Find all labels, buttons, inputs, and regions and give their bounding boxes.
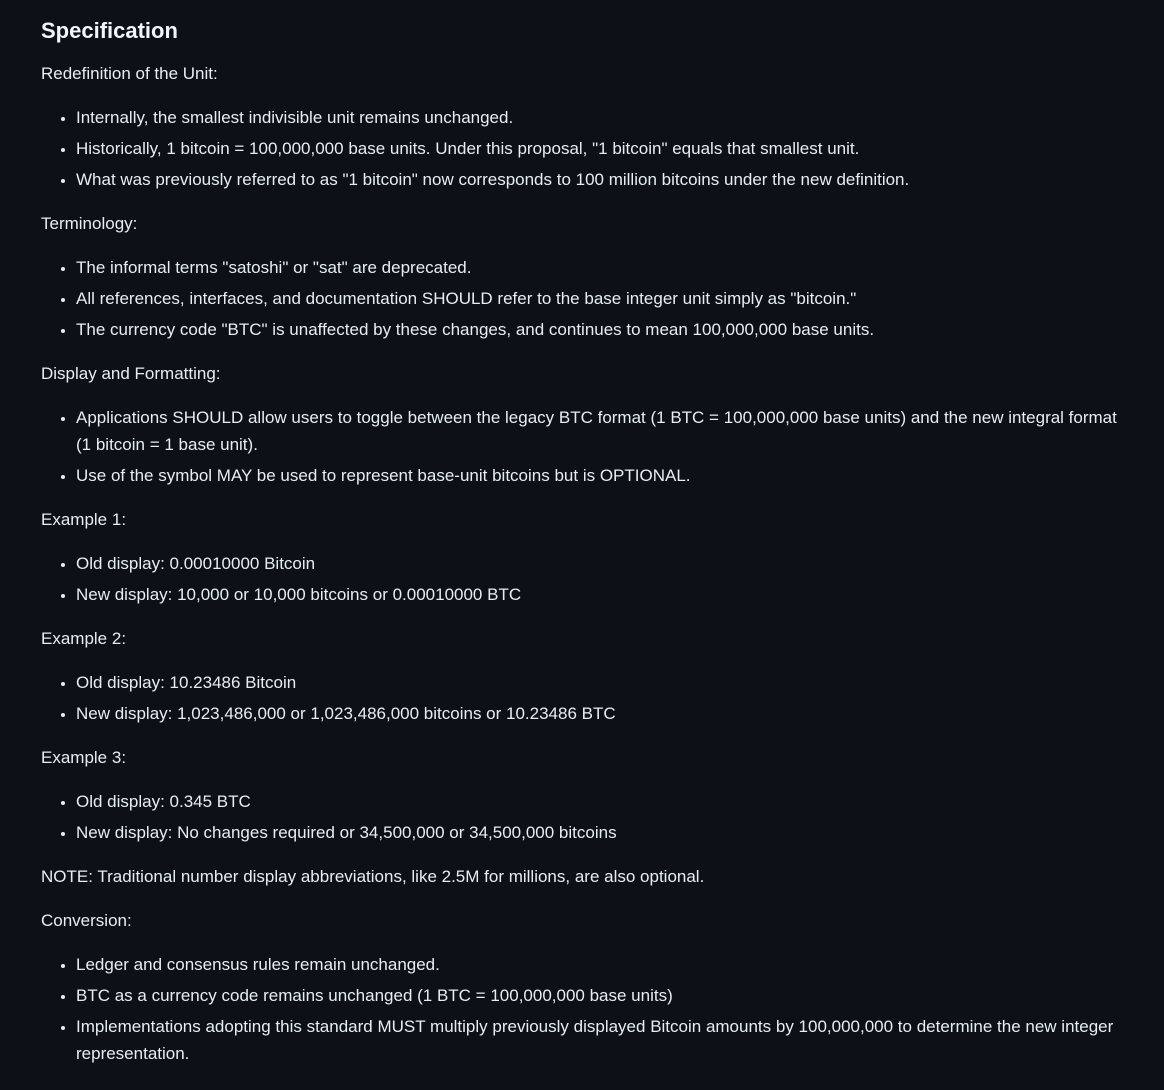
list-item: • The currency code "BTC" is unaffected by these changes, and continues to mean 100,000,000 base units.: [76, 316, 1123, 343]
list-item: • All references, interfaces, and documentation SHOULD refer to the base integer unit simply as "bitcoin.": [76, 285, 1123, 312]
terminology-heading: Terminology:: [41, 214, 138, 233]
conversion-list: [41, 951, 1123, 1067]
list-item: • Applications SHOULD allow users to toggle between the legacy BTC format (1 BTC = 100,000,000 base units) and the new integral format (1 bitcoin = 1 base unit).: [76, 404, 1123, 458]
redefinition-heading: Redefinition of the Unit:: [41, 64, 218, 83]
example-1-heading: Example 1:: [41, 510, 127, 529]
list-item: • New display: 10,000 or 10,000 bitcoins or 0.00010000 BTC: [76, 581, 1123, 608]
list-item: • New display: No changes required or 34,500,000 or 34,500,000 bitcoins: [76, 819, 1123, 846]
example-3-heading: Example 3:: [41, 748, 127, 767]
note-paragraph: NOTE: Traditional number display abbreviations, like 2.5M for millions, are also optional.: [41, 867, 705, 886]
list-item: • The informal terms "satoshi" or "sat" are deprecated.: [76, 254, 1123, 281]
conversion-heading: Conversion:: [41, 911, 132, 930]
example-2-list: [41, 669, 1123, 727]
list-item: • Use of the symbol MAY be used to represent base-unit bitcoins but is OPTIONAL.: [76, 462, 1123, 489]
display-formatting-heading: Display and Formatting:: [41, 364, 221, 383]
list-item: • Ledger and consensus rules remain unchanged.: [76, 951, 1123, 978]
example-2-heading: Example 2:: [41, 629, 127, 648]
list-item: • What was previously referred to as "1 bitcoin" now corresponds to 100 million bitcoins under the new definition.: [76, 166, 1123, 193]
list-item: • Old display: 0.00010000 Bitcoin: [76, 550, 1123, 577]
list-item: • Implementations adopting this standard MUST multiply previously displayed Bitcoin amounts by 100,000,000 to determine the new integer representation.: [76, 1013, 1123, 1067]
list-item: • Old display: 10.23486 Bitcoin: [76, 669, 1123, 696]
list-item: • Old display: 0.345 BTC: [76, 788, 1123, 815]
list-item: • Historically, 1 bitcoin = 100,000,000 base units. Under this proposal, "1 bitcoin" equals that smallest unit.: [76, 135, 1123, 162]
list-item: • Internally, the smallest indivisible unit remains unchanged.: [76, 104, 1123, 131]
terminology-list: [41, 254, 1123, 343]
list-item: • BTC as a currency code remains unchanged (1 BTC = 100,000,000 base units): [76, 982, 1123, 1009]
list-item: • New display: 1,023,486,000 or 1,023,486,000 bitcoins or 10.23486 BTC: [76, 700, 1123, 727]
display-formatting-list: [41, 404, 1123, 489]
example-1-list: [41, 550, 1123, 608]
example-3-list: [41, 788, 1123, 846]
section-title: Specification: [41, 18, 178, 43]
redefinition-list: [41, 104, 1123, 193]
